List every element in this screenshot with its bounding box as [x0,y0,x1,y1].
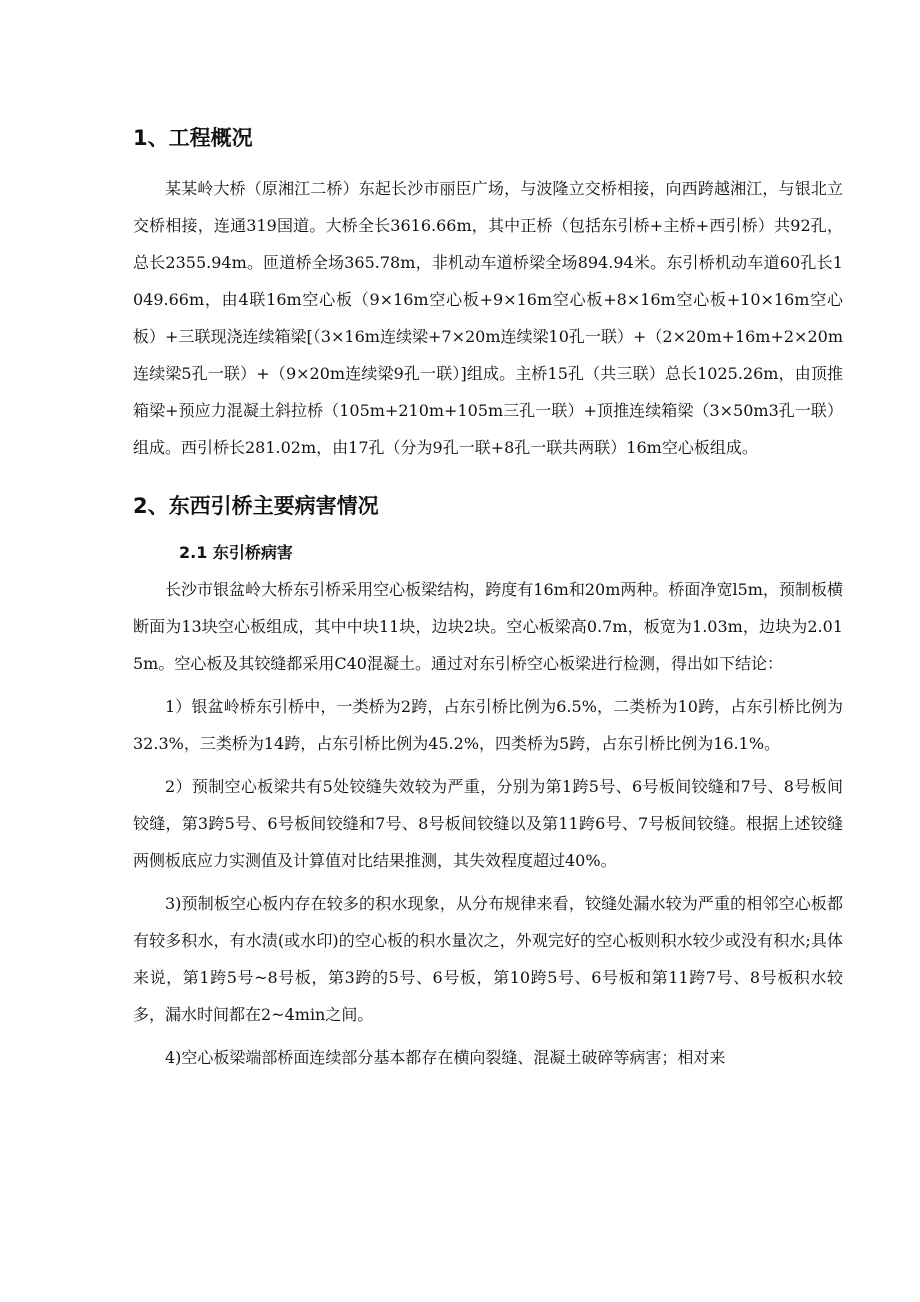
paragraph-project-overview: 某某岭大桥（原湘江二桥）东起长沙市丽臣广场，与波隆立交桥相接，向西跨越湘江，与银北立交桥相接，连通319国道。大桥全长3616.66m，其中正桥（包括东引桥+主桥+西引桥）共92孔，总长2355.94m。匝道桥全场365.78m，非机动车道桥梁全场894.94米。东引桥机动车道60孔长1049.66m，由4联16m空心板（9×16m空心板+9×16m空心板+8×16m空心板+10×16m空心板）+三联现浇连续箱梁[（3×16m连续梁+7×20m连续梁10孔一联）+（2×20m+16m+2×20m连续梁5孔一联）+（9×20m连续梁9孔一联）]组成。主桥15孔（共三联）总长1025.26m，由顶推箱梁+预应力混凝土斜拉桥（105m+210m+105m三孔一联）+顶推连续箱梁（3×50m3孔一联）组成。西引桥长281.02m，由17孔（分为9孔一联+8孔一联共两联）16m空心板组成。 [133,179,843,457]
conclusion-item-1: 1）银盆岭桥东引桥中，一类桥为2跨，占东引桥比例为6.5%，二类桥为10跨，占东引桥比例为32.3%，三类桥为14跨，占东引桥比例为45.2%，四类桥为5跨，占东引桥比例为16.1%。 [133,697,843,753]
conclusion-item-4: 4)空心板梁端部桥面连续部分基本都存在横向裂缝、混凝土破碎等病害；相对来 [165,1048,726,1067]
conclusion-item-3: 3)预制板空心板内存在较多的积水现象，从分布规律来看，铰缝处漏水较为严重的相邻空心板都有较多积水，有水渍(或水印)的空心板的积水量次之，外观完好的空心板则积水较少或没有积水;具体来说，第1跨5号~8号板，第3跨的5号、6号板，第10跨5号、6号板和第11跨7号、8号板积水较多，漏水时间都在2~4min之间。 [133,894,843,1024]
paragraph-east-approach-intro: 长沙市银盆岭大桥东引桥采用空心板梁结构，跨度有16m和20m两种。桥面净宽l5m，预制板横断面为13块空心板组成，其中中块11块，边块2块。空心板梁高0.7m，板宽为1.03m，边块为2.015m。空心板及其铰缝都采用C40混凝土。通过对东引桥空心板梁进行检测，得出如下结论： [133,580,843,673]
section-heading-2: 2、东西引桥主要病害情况 [133,494,379,518]
subsection-heading-2-1: 2.1 东引桥病害 [179,543,293,562]
document-body [133,118,843,1076]
conclusion-item-2: 2）预制空心板梁共有5处铰缝失效较为严重，分别为第1跨5号、6号板间铰缝和7号、8号板间铰缝，第3跨5号、6号板间铰缝和7号、8号板间铰缝以及第11跨6号、7号板间铰缝。根据上述铰缝两侧板底应力实测值及计算值对比结果推测，其失效程度超过40%。 [133,777,843,870]
section-heading-1: 1、工程概况 [133,126,253,150]
